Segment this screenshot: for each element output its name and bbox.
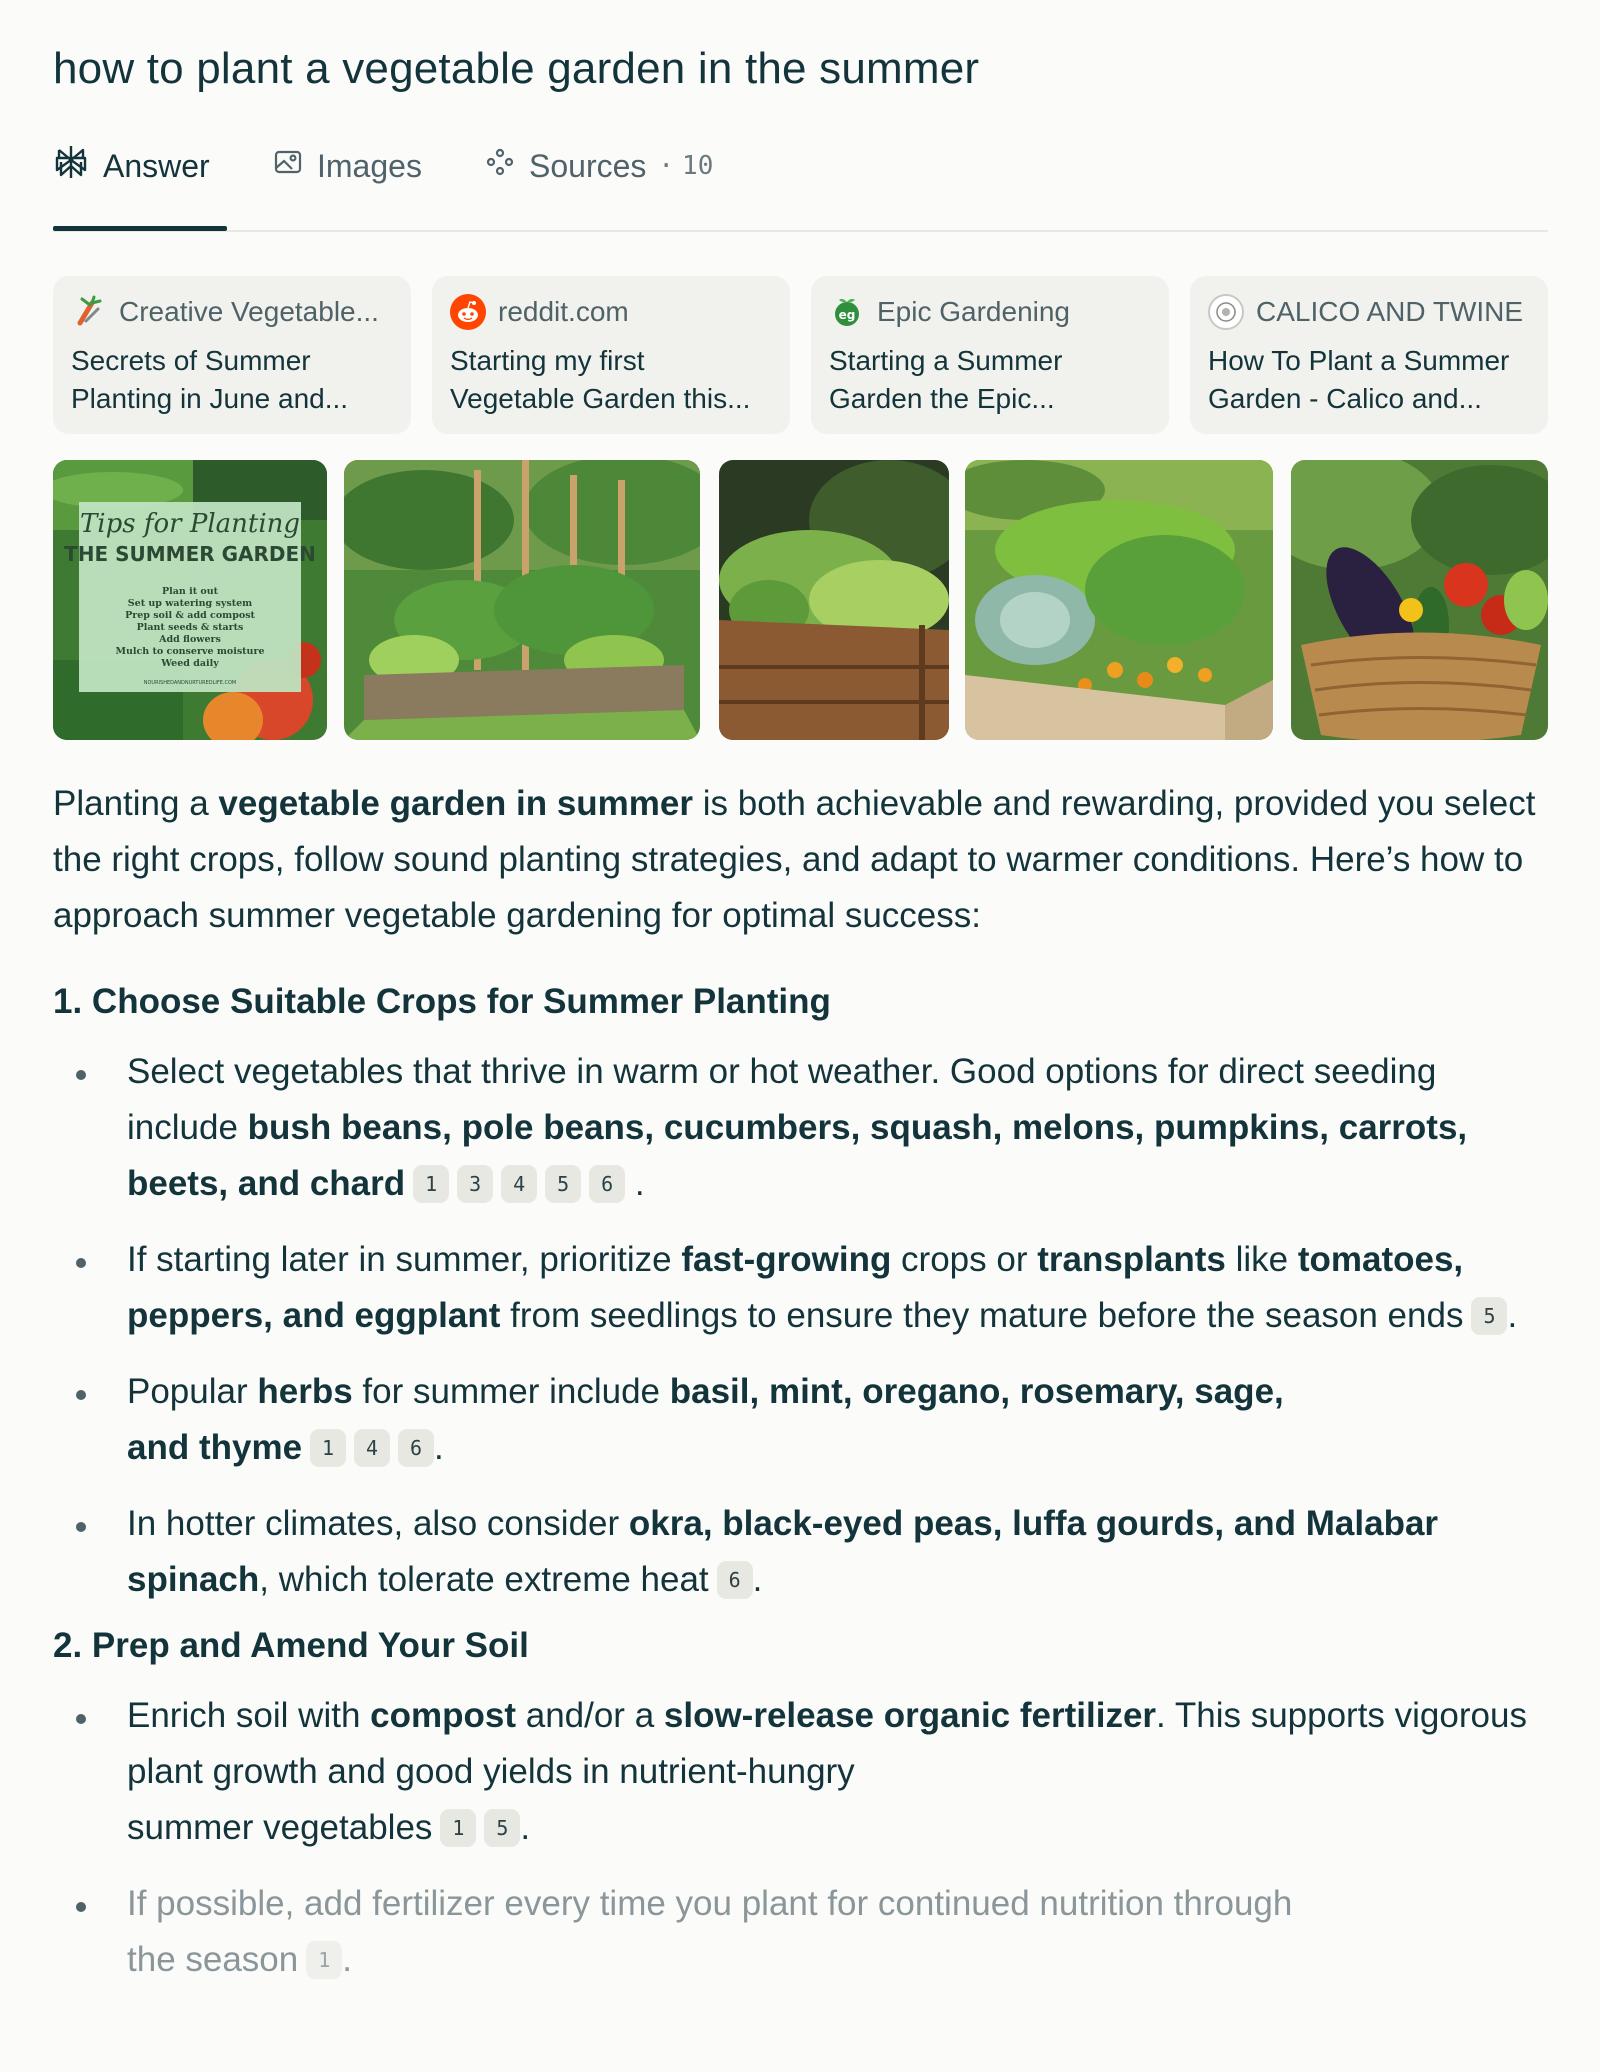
source-site: Creative Vegetable... <box>119 296 379 327</box>
image-line: Prep soil & add compost <box>125 610 255 621</box>
source-card[interactable] <box>53 276 411 434</box>
calico-and-twine-icon <box>1208 294 1244 330</box>
perplexity-logo-icon <box>53 144 89 188</box>
citation-badge[interactable]: 6 <box>589 1165 625 1203</box>
list-item: In hotter climates, also consider okra, black-eyed peas, luffa gourds, and Malabar spinach, which tolerate extreme heat 6 . <box>53 1496 1548 1608</box>
tab-bar <box>53 142 1548 232</box>
citation-badge[interactable]: 1 <box>440 1809 476 1847</box>
section-heading: 2. Prep and Amend Your Soil <box>53 1626 529 1665</box>
sources-count: 10 <box>682 151 714 181</box>
source-site: CALICO AND TWINE <box>1256 296 1524 327</box>
source-cards <box>53 276 1548 434</box>
list-item: Select vegetables that thrive in warm or hot weather. Good options for direct seeding include bush beans, pole beans, cucumbers, squash, melons, pumpkins, carrots, beets, and chard 1 3 4 5 6 . <box>53 1044 1548 1212</box>
source-site: reddit.com <box>498 296 629 327</box>
citation-badge[interactable]: 4 <box>354 1429 390 1467</box>
sources-icon <box>485 147 515 185</box>
source-card[interactable] <box>432 276 790 434</box>
reddit-icon <box>450 294 486 330</box>
section-heading: 1. Choose Suitable Crops for Summer Planting <box>53 982 831 1021</box>
image-cabbage-bed[interactable] <box>965 460 1273 740</box>
source-title: Starting my first Vegetable Garden this... <box>450 345 751 414</box>
citation-badge[interactable]: 1 <box>306 1941 342 1979</box>
answer-body <box>53 776 1548 1988</box>
image-wooden-planter[interactable] <box>719 460 949 740</box>
citation-badge[interactable]: 3 <box>457 1165 493 1203</box>
citation-badge[interactable]: 4 <box>501 1165 537 1203</box>
source-site: Epic Gardening <box>877 296 1071 327</box>
citation-badge[interactable]: 6 <box>717 1561 753 1599</box>
image-line: Mulch to conserve moisture <box>115 646 265 657</box>
image-vegetable-basket[interactable] <box>1291 460 1548 740</box>
list-item: If starting later in summer, prioritize fast-growing crops or transplants like tomatoes, peppers, and eggplant from seedlings to ensure they mature before the season ends 5 . <box>53 1232 1548 1344</box>
active-tab-indicator <box>53 226 227 231</box>
bullet-list <box>53 1688 1548 1988</box>
image-line: Add flowers <box>159 634 221 645</box>
tab-images-label: Images <box>317 147 422 184</box>
epic-gardening-icon <box>829 294 865 330</box>
source-title: How To Plant a Summer Garden - Calico and... <box>1208 345 1510 414</box>
image-strip <box>53 460 1548 740</box>
tab-sources[interactable] <box>485 142 713 190</box>
image-line: Set up watering system <box>127 598 253 609</box>
source-card[interactable] <box>811 276 1169 434</box>
tab-answer[interactable] <box>53 142 210 190</box>
answer-intro: Planting a vegetable garden in summer is both achievable and rewarding, provided you select the right crops, follow sound planting strategies, and adapt to warmer conditions. Here’s how to approach summer vegetable gardening for optimal success: <box>53 784 1536 935</box>
tab-answer-label: Answer <box>103 147 210 184</box>
tab-images[interactable] <box>273 142 422 190</box>
tab-sources-separator: · <box>658 151 675 181</box>
image-line: Plant seeds & starts <box>136 622 244 633</box>
citation-badge[interactable]: 5 <box>1471 1297 1507 1335</box>
svg-text:eg: eg <box>838 308 856 322</box>
citation-badge[interactable]: 5 <box>484 1809 520 1847</box>
bullet-list <box>53 1044 1548 1608</box>
image-script-text: Tips for Planting <box>79 509 301 539</box>
source-title: Secrets of Summer Planting in June and... <box>71 345 349 414</box>
image-icon <box>273 147 303 185</box>
list-item: If possible, add fertilizer every time you plant for continued nutrition through the season 1 . <box>53 1876 1548 1988</box>
source-title: Starting a Summer Garden the Epic... <box>829 345 1063 414</box>
source-card[interactable] <box>1190 276 1548 434</box>
citation-badge[interactable]: 6 <box>398 1429 434 1467</box>
list-item: Enrich soil with compost and/or a slow-release organic fertilizer. This supports vigorous plant growth and good yields in nutrient-hungry summer vegetables 1 5 . <box>53 1688 1548 1856</box>
image-raised-bed-trellis[interactable] <box>344 460 700 740</box>
citation-badge[interactable]: 1 <box>310 1429 346 1467</box>
image-summer-garden-tips[interactable] <box>53 460 327 740</box>
citation-badge[interactable]: 1 <box>413 1165 449 1203</box>
list-item: Popular herbs for summer include basil, mint, oregano, rosemary, sage, and thyme 1 4 6 . <box>53 1364 1548 1476</box>
tab-sources-label: Sources <box>529 147 647 184</box>
image-footer-text: NOURISHEDANDNURTUREDLIFE.COM <box>143 680 237 686</box>
query-title: how to plant a vegetable garden in the summer <box>53 44 980 93</box>
citation-badge[interactable]: 5 <box>545 1165 581 1203</box>
creative-vegetable-gardener-icon <box>71 294 107 330</box>
image-line: Weed daily <box>161 658 219 669</box>
image-line: Plan it out <box>161 586 219 597</box>
image-heading-text: THE SUMMER GARDEN <box>64 542 316 566</box>
